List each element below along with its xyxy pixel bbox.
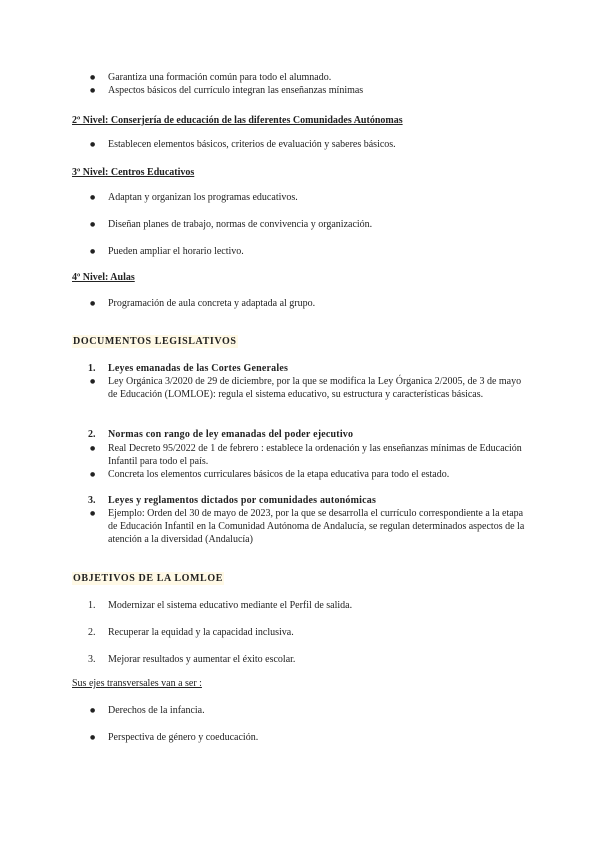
documentos-section [72,335,532,348]
level4-list [72,297,532,310]
list-item [72,599,532,612]
objetivos-section [72,572,532,585]
level2-heading: 2º Nivel: Conserjería de educación de las diferentes Comunidades Autónomas [72,115,403,126]
group-title: Leyes emanadas de las Cortes Generales [108,363,289,374]
group-number: 1. [88,363,96,374]
level1-list [72,71,532,97]
ejes-list [72,704,532,744]
item-text: Modernizar el sistema educativo mediante el Perfil de salida. [108,600,353,611]
list-item [72,653,532,666]
list-item: ● Adaptan y organizan los programas educativos. [72,191,532,204]
list-item: ● Pueden ampliar el horario lectivo. [72,245,532,258]
documentos-group-1-list [72,375,532,401]
item-number: 1. [88,600,96,611]
list-item: ● Ley Orgánica 3/2020 de 29 de diciembre, por la que se modifica la Ley Órganica 2/2005, de 3 de mayo de Educación (LOMLOE): regula el sistema educativo, su estructura y características básicas. [72,375,532,401]
group-heading [72,494,532,507]
list-item: ● Concreta los elementos curriculares básicos de la etapa educativa para todo el estado. [72,468,532,481]
list-item: ● Derechos de la infancia. [72,704,532,717]
documentos-group-2 [72,428,532,441]
objetivos-title: OBJETIVOS DE LA LOMLOE [73,573,223,584]
group-title: Leyes y reglamentos dictados por comunidades autonómicas [108,495,377,506]
group-heading [72,362,532,375]
documentos-group-2-list [72,442,532,481]
group-number: 3. [88,495,96,506]
documentos-group-3-list [72,507,532,546]
list-item: ● Perspectiva de género y coeducación. [72,731,532,744]
level3-list [72,191,532,258]
documentos-group-3 [72,494,532,507]
group-title: Normas con rango de ley emanadas del poder ejecutivo [108,429,354,440]
item-number: 2. [88,627,96,638]
list-item: ● Ejemplo: Orden del 30 de mayo de 2023, por la que se desarrolla el currículo correspondiente a la etapa de Educación Infantil en la Comunidad Autónoma de Andalucía, se regulan determinados aspectos de la atención a la diversidad (Andalucía) [72,507,532,546]
level4-heading: 4º Nivel: Aulas [72,272,135,283]
item-number: 3. [88,654,96,665]
ejes-heading: Sus ejes transversales van a ser : [72,678,202,689]
level2-list [72,138,532,151]
item-text: Recuperar la equidad y la capacidad inclusiva. [108,627,294,638]
list-item: ● Aspectos básicos del currículo integran las enseñanzas mínimas [72,84,532,97]
objetivos-list [72,599,532,666]
documentos-group-1 [72,362,532,375]
list-item [72,626,532,639]
list-item: ● Establecen elementos básicos, criterios de evaluación y saberes básicos. [72,138,532,151]
level3-heading: 3º Nivel: Centros Educativos [72,167,195,178]
list-item: ● Garantiza una formación común para todo el alumnado. [72,71,532,84]
group-heading [72,428,532,441]
item-text: Mejorar resultados y aumentar el éxito escolar. [108,654,296,665]
group-number: 2. [88,429,96,440]
documentos-title: DOCUMENTOS LEGISLATIVOS [73,336,237,347]
list-item: ● Real Decreto 95/2022 de 1 de febrero : establece la ordenación y las enseñanzas mínimas de Educación Infantil para todo el país. [72,442,532,468]
list-item: ● Diseñan planes de trabajo, normas de convivencia y organización. [72,218,532,231]
list-item: ● Programación de aula concreta y adaptada al grupo. [72,297,532,310]
